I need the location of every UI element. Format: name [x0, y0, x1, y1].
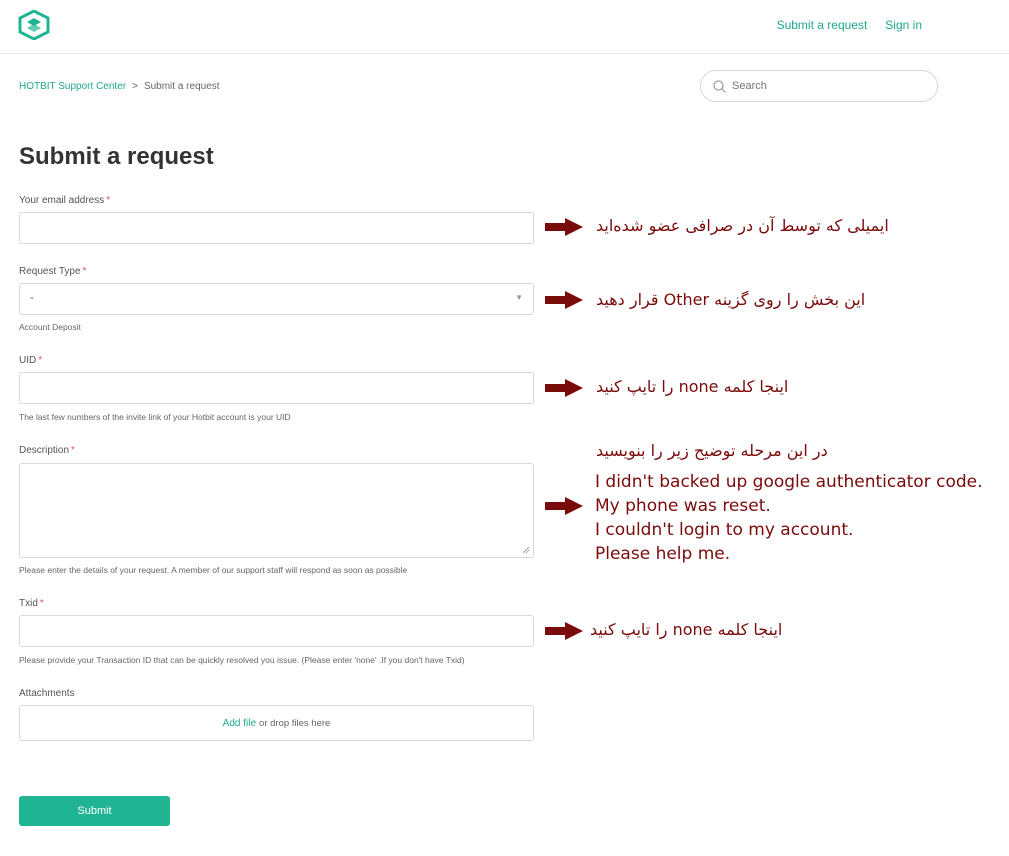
submit-button[interactable]: Submit — [19, 796, 170, 826]
txid-field[interactable] — [19, 615, 534, 647]
search-icon — [713, 80, 726, 93]
txid-label-text: Txid — [19, 598, 38, 609]
description-annotation-line: My phone was reset. — [595, 496, 771, 516]
required-marker: * — [82, 266, 87, 277]
drop-files-text: or drop files here — [259, 717, 331, 729]
description-annotation-heading: در این مرحله توضیح زیر را بنویسید — [596, 441, 828, 460]
description-hint: Please enter the details of your request. A member of our support staff will respond as soon as possible — [19, 565, 408, 575]
email-label — [19, 195, 110, 206]
uid-annotation: اینجا کلمه none را تایپ کنید — [596, 377, 789, 396]
attachments-dropzone[interactable] — [19, 705, 534, 741]
hotbit-logo-icon[interactable] — [18, 10, 50, 40]
search-input[interactable] — [732, 80, 922, 92]
description-textarea[interactable] — [19, 463, 534, 558]
txid-annotation: اینجا کلمه none را تایپ کنید — [590, 620, 783, 639]
breadcrumb-current: Submit a request — [143, 81, 220, 92]
caret-down-icon: ▼ — [515, 293, 523, 302]
uid-label-text: UID — [19, 355, 37, 366]
right-arrow-icon — [545, 497, 583, 515]
breadcrumb-separator: > — [132, 81, 138, 92]
txid-label — [19, 598, 44, 609]
resize-handle-icon[interactable] — [522, 546, 530, 554]
request-type-hint: Account Deposit — [19, 322, 81, 332]
request-type-value: - — [30, 292, 34, 304]
header-nav — [777, 18, 922, 32]
top-header — [0, 0, 1009, 54]
request-type-select[interactable] — [19, 283, 534, 315]
right-arrow-icon — [545, 379, 583, 397]
request-type-label — [19, 266, 86, 277]
email-field[interactable] — [19, 212, 534, 244]
sign-in-link[interactable]: Sign in — [885, 18, 922, 32]
right-arrow-icon — [545, 218, 583, 236]
request-type-annotation: این بخش را روی گزینه Other قرار دهید — [596, 290, 866, 309]
email-label-text: Your email address — [19, 195, 105, 206]
request-type-label-text: Request Type — [19, 266, 81, 277]
description-annotation-line: I didn't backed up google authenticator code. — [595, 472, 983, 492]
description-annotation-line: Please help me. — [595, 544, 731, 564]
email-annotation: ایمیلی که توسط آن در صرافی عضو شده‌اید — [596, 216, 889, 235]
description-annotation-line: I couldn't login to my account. — [595, 520, 854, 540]
add-file-link[interactable]: Add file — [222, 717, 257, 729]
description-label-text: Description — [19, 445, 70, 456]
breadcrumb-home-link[interactable]: HOTBIT Support Center — [19, 81, 127, 92]
attachments-label: Attachments — [19, 688, 75, 699]
txid-hint: Please provide your Transaction ID that can be quickly resolved you issue. (Please enter 'none' .If you don't have Txid) — [19, 655, 465, 665]
uid-label — [19, 355, 42, 366]
uid-hint: The last few numbers of the invite link of your Hotbit account is your UID — [19, 412, 291, 422]
right-arrow-icon — [545, 622, 583, 640]
breadcrumb — [19, 81, 220, 92]
required-marker: * — [71, 445, 75, 456]
right-arrow-icon — [545, 291, 583, 309]
uid-field[interactable] — [19, 372, 534, 404]
description-label — [19, 445, 75, 456]
page-title: Submit a request — [19, 143, 214, 170]
search-box[interactable] — [700, 70, 938, 102]
required-marker: * — [106, 195, 111, 206]
submit-request-link[interactable]: Submit a request — [776, 18, 868, 32]
required-marker: * — [38, 355, 43, 366]
required-marker: * — [39, 598, 44, 609]
